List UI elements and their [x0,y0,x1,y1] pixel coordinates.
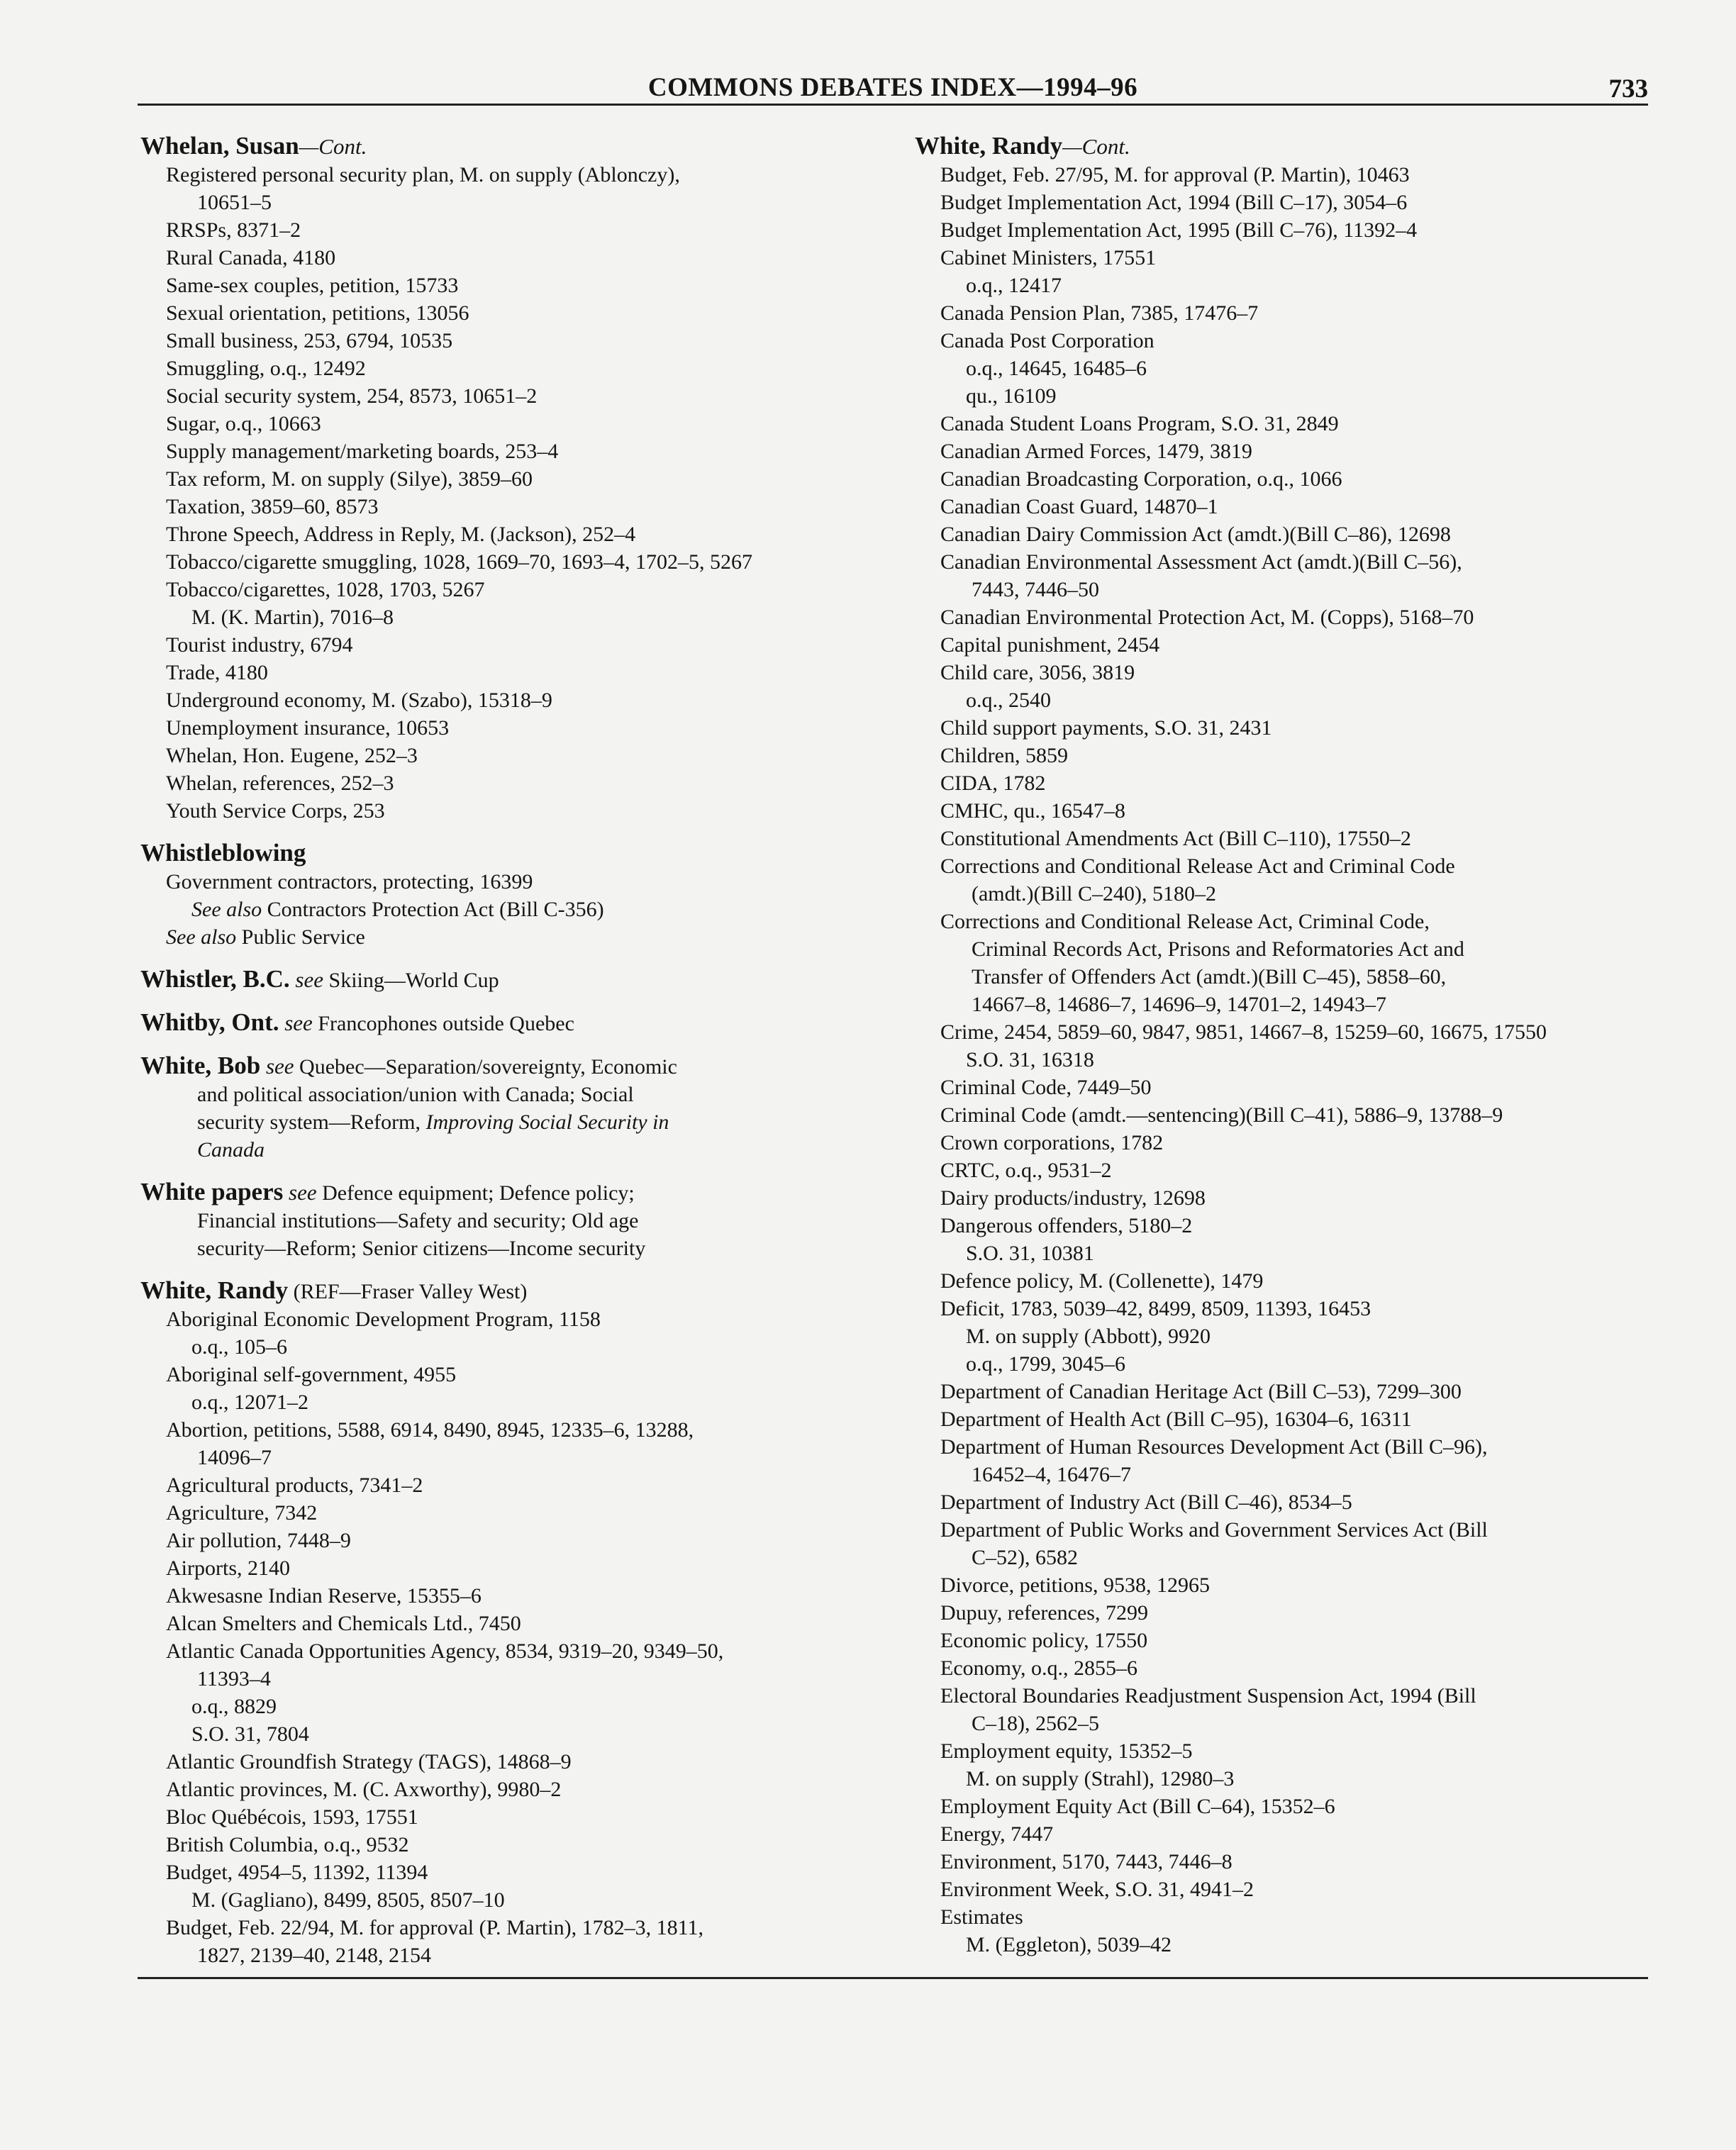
left-index-column [140,132,892,1969]
entry-text: Department of Health Act (Bill C–95), 16304–6, 16311 [940,1408,1412,1431]
index-subsubentry [915,1240,1723,1267]
index-subentry [915,603,1723,631]
entry-text: M. on supply (Strahl), 12980–3 [966,1767,1235,1790]
entry-qualifier: —Cont. [1062,134,1130,159]
index-subentry [915,1433,1723,1461]
entry-text: Aboriginal Economic Development Program, 1158 [166,1308,601,1331]
index-subentry [140,769,892,797]
entry-text: C–52), 6582 [972,1546,1078,1569]
index-subentry [140,161,892,189]
entry-text: Sugar, o.q., 10663 [166,412,321,435]
index-subentry [915,1129,1723,1157]
index-subentry [915,852,1723,880]
entry-text: Atlantic Groundfish Strategy (TAGS), 14868–9 [166,1750,572,1773]
index-subentry [140,1305,892,1333]
entry-text: security system—Reform, [197,1110,426,1134]
entry-text: CIDA, 1782 [940,772,1046,795]
entry-continuation-line [915,880,1723,908]
index-subentry [915,1848,1723,1876]
entry-text: Criminal Records Act, Prisons and Reformatories Act and [972,937,1464,961]
entry-text: Estimates [940,1905,1023,1929]
page-number: 733 [1608,74,1648,104]
entry-text: Department of Industry Act (Bill C–46), 8534–5 [940,1491,1352,1514]
entry-continuation-line [140,1081,892,1108]
entry-text: Airports, 2140 [166,1556,290,1580]
entry-text: 16452–4, 16476–7 [972,1463,1131,1486]
index-subentry [915,1018,1723,1046]
entry-text: Canadian Environmental Protection Act, M. (Copps), 5168–70 [940,606,1474,629]
index-subentry [915,1378,1723,1405]
entry-text: Canadian Dairy Commission Act (amdt.)(Bill C–86), 12698 [940,523,1451,546]
index-subentry [915,1737,1723,1765]
index-subentry [915,161,1723,189]
index-subentry [140,410,892,438]
entry-text: Canadian Broadcasting Corporation, o.q., 1066 [940,467,1342,491]
entry-text: 7443, 7446–50 [972,578,1099,601]
entry-text: Cabinet Ministers, 17551 [940,246,1157,269]
entry-text: Canadian Environmental Assessment Act (amdt.)(Bill C–56), [940,550,1462,574]
entry-heading-name: Whelan, Susan [140,132,299,160]
entry-text: Agricultural products, 7341–2 [166,1474,423,1497]
index-subentry [915,1820,1723,1848]
entry-text: Aboriginal self-government, 4955 [166,1363,457,1386]
entry-text: S.O. 31, 7804 [191,1722,309,1746]
entry-text: Whelan, Hon. Eugene, 252–3 [166,744,418,767]
index-subsubentry [140,1886,892,1914]
index-subentry [915,825,1723,852]
index-subentry [140,1471,892,1499]
entry-text: Akwesasne Indian Reserve, 15355–6 [166,1584,482,1608]
entry-text: RRSPs, 8371–2 [166,218,301,242]
index-subsubentry [915,1931,1723,1959]
entry-text: Canada Post Corporation [940,329,1154,352]
entry-text: Atlantic Canada Opportunities Agency, 8534, 9319–20, 9349–50, [166,1639,724,1663]
entry-text: Alcan Smelters and Chemicals Ltd., 7450 [166,1612,521,1635]
index-subsubentry [915,1350,1723,1378]
entry-text: Department of Canadian Heritage Act (Bill C–53), 7299–300 [940,1380,1462,1403]
index-subentry [140,216,892,244]
entry-text: 14667–8, 14686–7, 14696–9, 14701–2, 14943–7 [972,993,1386,1016]
index-subentry [915,714,1723,742]
entry-text: 10651–5 [197,191,272,214]
entry-text: Energy, 7447 [940,1822,1054,1846]
index-subentry [915,1101,1723,1129]
entry-text: o.q., 12417 [966,274,1062,297]
running-header [138,72,1648,108]
entry-text: (amdt.)(Bill C–240), 5180–2 [972,882,1216,906]
entry-qualifier: see [279,1010,313,1035]
entry-text: Department of Public Works and Government Services Act (Bill [940,1518,1488,1542]
entry-text: CMHC, qu., 16547–8 [940,799,1125,823]
index-subentry [915,1571,1723,1599]
entry-text: o.q., 2540 [966,689,1051,712]
entry-continuation-line [915,1461,1723,1488]
entry-text: Trade, 4180 [166,661,268,684]
index-subsubentry [140,603,892,631]
entry-continuation-line [140,1235,892,1262]
entry-text: Government contractors, protecting, 16399 [166,870,533,893]
entry-heading-name: Whistleblowing [140,839,306,867]
entry-qualifier: —Cont. [299,134,367,159]
index-entry-heading [140,132,892,161]
entry-text: Financial institutions—Safety and security; Old age [197,1209,639,1232]
entry-text: Canadian Armed Forces, 1479, 3819 [940,440,1252,463]
entry-continuation-line [915,935,1723,963]
index-subentry [915,244,1723,272]
entry-text: Environment Week, S.O. 31, 4941–2 [940,1878,1254,1901]
entry-heading-name: White, Randy [140,1276,289,1304]
index-subsubentry [915,1322,1723,1350]
index-subentry [915,216,1723,244]
entry-text: Dairy products/industry, 12698 [940,1186,1206,1210]
entry-text: Children, 5859 [940,744,1068,767]
index-subentry [915,410,1723,438]
entry-continuation-line [140,1942,892,1969]
entry-text: Department of Human Resources Development Act (Bill C–96), [940,1435,1488,1459]
index-subentry [140,1776,892,1803]
entry-continuation-line [915,1544,1723,1571]
entry-text: Constitutional Amendments Act (Bill C–110), 17550–2 [940,827,1411,850]
entry-text: Budget Implementation Act, 1995 (Bill C–76), 11392–4 [940,218,1418,242]
entry-text: security—Reform; Senior citizens—Income security [197,1237,646,1260]
index-subentry [140,1914,892,1942]
index-subentry [915,438,1723,465]
index-subentry [915,1682,1723,1710]
entry-heading-name: Whistler, B.C. [140,965,290,993]
entry-text: Abortion, petitions, 5588, 6914, 8490, 8945, 12335–6, 13288, [166,1418,694,1442]
entry-text: Budget Implementation Act, 1994 (Bill C–17), 3054–6 [940,191,1408,214]
index-subsubentry [140,1720,892,1748]
entry-text: Budget, Feb. 22/94, M. for approval (P. Martin), 1782–3, 1811, [166,1916,703,1939]
index-entry-heading [915,132,1723,161]
entry-text: Small business, 253, 6794, 10535 [166,329,453,352]
entry-text: Dangerous offenders, 5180–2 [940,1214,1193,1237]
entry-text: 1827, 2139–40, 2148, 2154 [197,1944,431,1967]
entry-heading-detail: Skiing—World Cup [323,969,499,992]
entry-text: Agriculture, 7342 [166,1501,318,1525]
index-subentry [915,299,1723,327]
entry-text: British Columbia, o.q., 9532 [166,1833,409,1856]
entry-text: Registered personal security plan, M. on supply (Ablonczy), [166,163,680,186]
index-subentry [140,868,892,896]
entry-text: Social security system, 254, 8573, 10651–2 [166,384,538,408]
index-subentry [915,1793,1723,1820]
entry-text: Throne Speech, Address in Reply, M. (Jackson), 252–4 [166,523,636,546]
entry-qualifier: see [289,967,324,992]
entry-text: Crown corporations, 1782 [940,1131,1164,1154]
index-subentry [140,1610,892,1637]
index-subentry [915,1903,1723,1931]
entry-text: Whelan, references, 252–3 [166,772,394,795]
entry-text: Bloc Québécois, 1593, 17551 [166,1805,418,1829]
index-subentry [140,631,892,659]
entry-text: Dupuy, references, 7299 [940,1601,1148,1625]
entry-text: C–18), 2562–5 [972,1712,1099,1735]
entry-text: o.q., 8829 [191,1695,277,1718]
entry-text: Rural Canada, 4180 [166,246,336,269]
italic-title-text: Canada [197,1138,265,1162]
index-entry-heading [140,965,892,994]
entry-text: Defence policy, M. (Collenette), 1479 [940,1269,1264,1293]
entry-heading-detail: Defence equipment; Defence policy; [316,1181,635,1205]
entry-heading-name: Whitby, Ont. [140,1008,279,1036]
entry-text: Criminal Code, 7449–50 [940,1076,1152,1099]
index-subentry [140,244,892,272]
entry-text: Tobacco/cigarettes, 1028, 1703, 5267 [166,578,485,601]
index-subentry [915,1488,1723,1516]
index-subentry [915,659,1723,686]
page-header-title: COMMONS DEBATES INDEX—1994–96 [647,73,1138,102]
entry-text: Canada Pension Plan, 7385, 17476–7 [940,301,1259,325]
index-subentry [915,742,1723,769]
entry-text: Corrections and Conditional Release Act and Criminal Code [940,854,1455,878]
entry-continuation-line [915,576,1723,603]
index-subentry [915,520,1723,548]
entry-text: Transfer of Offenders Act (amdt.)(Bill C–45), 5858–60, [972,965,1447,988]
see-also-reference [140,896,892,923]
entry-text: Criminal Code (amdt.—sentencing)(Bill C–41), 5886–9, 13788–9 [940,1103,1503,1127]
index-entry-heading [140,839,892,868]
entry-text: Economy, o.q., 2855–6 [940,1656,1138,1680]
index-subentry [915,908,1723,935]
entry-text: S.O. 31, 10381 [966,1242,1094,1265]
entry-text: CRTC, o.q., 9531–2 [940,1159,1112,1182]
index-subentry [140,520,892,548]
entry-text: o.q., 12071–2 [191,1391,308,1414]
entry-text: M. on supply (Abbott), 9920 [966,1325,1211,1348]
index-subentry [140,327,892,355]
entry-text: Tax reform, M. on supply (Silye), 3859–60 [166,467,533,491]
index-subentry [915,327,1723,355]
index-subentry [140,659,892,686]
entry-continuation-line [140,1136,892,1164]
see-also-target: Contractors Protection Act (Bill C-356) [262,898,604,921]
index-subentry [915,1267,1723,1295]
entry-text: Atlantic provinces, M. (C. Axworthy), 9980–2 [166,1778,562,1801]
entry-continuation-line [140,1665,892,1693]
index-subentry [915,1184,1723,1212]
index-subentry [140,742,892,769]
index-subentry [915,631,1723,659]
index-subentry [915,1654,1723,1682]
entry-continuation-line [140,1108,892,1136]
entry-heading-name: White, Randy [915,132,1063,160]
entry-text: Unemployment insurance, 10653 [166,716,450,740]
entry-text: Electoral Boundaries Readjustment Suspension Act, 1994 (Bill [940,1684,1476,1708]
entry-text: 14096–7 [197,1446,272,1469]
index-subentry [140,576,892,603]
index-entry-heading [140,1052,892,1081]
index-subentry [915,1405,1723,1433]
index-subentry [140,714,892,742]
entry-heading-detail: (REF—Fraser Valley West) [288,1280,528,1303]
index-subentry [140,1554,892,1582]
index-subentry [915,1074,1723,1101]
entry-text: o.q., 14645, 16485–6 [966,357,1147,380]
entry-qualifier: see [283,1180,317,1205]
index-subsubentry [915,1046,1723,1074]
index-entry-heading [140,1276,892,1305]
index-subentry [140,438,892,465]
entry-text: Deficit, 1783, 5039–42, 8499, 8509, 11393, 16453 [940,1297,1371,1320]
index-subentry [140,382,892,410]
entry-text: Environment, 5170, 7443, 7446–8 [940,1850,1233,1873]
entry-text: M. (K. Martin), 7016–8 [191,606,394,629]
entry-text: Same-sex couples, petition, 15733 [166,274,459,297]
index-subentry [915,1516,1723,1544]
entry-text: Tobacco/cigarette smuggling, 1028, 1669–70, 1693–4, 1702–5, 5267 [166,550,752,574]
entry-continuation-line [140,1207,892,1235]
index-subentry [140,493,892,520]
entry-text: Divorce, petitions, 9538, 12965 [940,1573,1210,1597]
index-subentry [140,299,892,327]
entry-text: Crime, 2454, 5859–60, 9847, 9851, 14667–8, 15259–60, 16675, 17550 [940,1020,1547,1044]
entry-heading-detail: Quebec—Separation/sovereignty, Economic [294,1055,677,1079]
entry-text: Air pollution, 7448–9 [166,1529,351,1552]
entry-text: qu., 16109 [966,384,1057,408]
index-subentry [140,1499,892,1527]
entry-text: Smuggling, o.q., 12492 [166,357,366,380]
index-subentry [140,1748,892,1776]
index-subentry [140,686,892,714]
entry-text: Tourist industry, 6794 [166,633,353,657]
index-subentry [140,1637,892,1665]
index-subentry [915,797,1723,825]
index-subentry [915,548,1723,576]
index-subsubentry [915,272,1723,299]
footer-rule [138,1977,1648,1979]
entry-text: Employment Equity Act (Bill C–64), 15352–6 [940,1795,1335,1818]
index-subentry [140,1361,892,1388]
entry-text: M. (Gagliano), 8499, 8505, 8507–10 [191,1888,505,1912]
index-subentry [915,1876,1723,1903]
index-subsubentry [915,686,1723,714]
entry-text: S.O. 31, 16318 [966,1048,1094,1071]
index-subentry [915,1295,1723,1322]
entry-continuation-line [915,991,1723,1018]
entry-text: Supply management/marketing boards, 253–4 [166,440,559,463]
see-also-label: See also [166,925,237,949]
header-rule [138,104,1648,106]
entry-text: Capital punishment, 2454 [940,633,1160,657]
index-subentry [915,769,1723,797]
entry-heading-name: White papers [140,1178,284,1205]
see-also-reference [140,923,892,951]
entry-continuation-line [140,1444,892,1471]
index-subentry [915,1157,1723,1184]
index-subentry [140,355,892,382]
entry-text: o.q., 105–6 [191,1335,287,1359]
index-subentry [140,1831,892,1859]
index-subentry [915,1599,1723,1627]
entry-text: Budget, Feb. 27/95, M. for approval (P. Martin), 10463 [940,163,1410,186]
entry-text: Youth Service Corps, 253 [166,799,385,823]
entry-text: Sexual orientation, petitions, 13056 [166,301,469,325]
index-subentry [140,1803,892,1831]
index-subentry [140,1582,892,1610]
index-subentry [915,1627,1723,1654]
index-subentry [915,1212,1723,1240]
entry-text: Corrections and Conditional Release Act, Criminal Code, [940,910,1430,933]
index-subentry [915,493,1723,520]
right-index-column [915,132,1723,1959]
entry-text: 11393–4 [197,1667,271,1691]
entry-heading-detail: Francophones outside Quebec [312,1012,574,1035]
index-subentry [140,272,892,299]
italic-title-text: Improving Social Security in [425,1110,669,1134]
index-entry-heading [140,1008,892,1037]
entry-text: Child support payments, S.O. 31, 2431 [940,716,1272,740]
entry-text: Economic policy, 17550 [940,1629,1148,1652]
entry-text: Budget, 4954–5, 11392, 11394 [166,1861,428,1884]
index-subsubentry [915,355,1723,382]
entry-qualifier: see [260,1054,294,1079]
entry-text: Underground economy, M. (Szabo), 15318–9 [166,689,552,712]
index-subsubentry [915,382,1723,410]
entry-continuation-line [915,963,1723,991]
entry-continuation-line [915,1710,1723,1737]
index-subsubentry [140,1333,892,1361]
entry-text: and political association/union with Canada; Social [197,1083,634,1106]
index-subsubentry [140,1693,892,1720]
entry-text: Canadian Coast Guard, 14870–1 [940,495,1218,518]
index-subentry [140,548,892,576]
entry-text: Taxation, 3859–60, 8573 [166,495,379,518]
index-subsubentry [915,1765,1723,1793]
index-subentry [915,189,1723,216]
index-subentry [140,1859,892,1886]
index-subentry [140,797,892,825]
index-subentry [140,1527,892,1554]
see-also-label: See also [191,898,262,921]
entry-text: Canada Student Loans Program, S.O. 31, 2849 [940,412,1339,435]
index-subentry [140,465,892,493]
entry-text: Employment equity, 15352–5 [940,1739,1193,1763]
index-subsubentry [140,1388,892,1416]
entry-continuation-line [140,189,892,216]
entry-text: M. (Eggleton), 5039–42 [966,1933,1172,1956]
entry-text: Child care, 3056, 3819 [940,661,1135,684]
entry-heading-name: White, Bob [140,1052,261,1079]
index-entry-heading [140,1178,892,1207]
index-subentry [915,465,1723,493]
entry-text: o.q., 1799, 3045–6 [966,1352,1125,1376]
see-also-target: Public Service [236,925,365,949]
index-subentry [140,1416,892,1444]
